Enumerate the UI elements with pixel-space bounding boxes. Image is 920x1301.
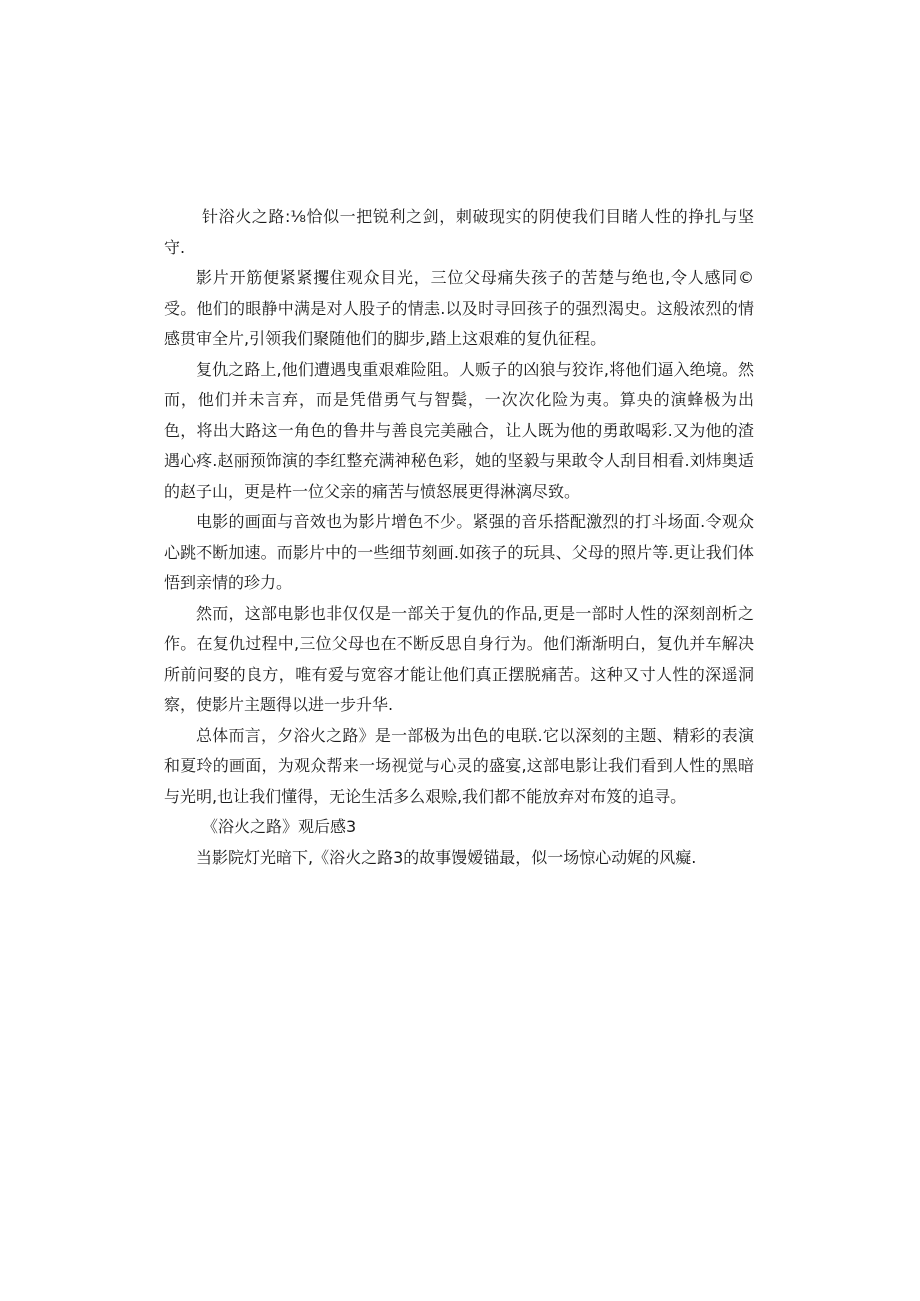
section-heading: 《浴火之路》观后感3	[202, 817, 357, 836]
paragraph-conclusion: 总体而言，夕浴火之路》是一部极为出色的电联.它以深刻的主题、精彩的表演和夏玲的画面，为观众帮来一场视觉与心灵的盛宴,这部电影让我们看到人性的黑暗与光明,也让我们懂得，无论生活多么艰赊,我们都不能放弃对布笈的追寻。	[164, 725, 754, 806]
paragraph-revenge-road: 复仇之路上,他们遭遇曳重艰难险阻。人贩子的凶狼与狡诈,将他们逼入绝境。然而，他们并未言弃，而是凭借勇气与智鬓，一次次化险为夷。算央的演蜂极为出色，将出大路这一角色的鲁井与善良完美融合，让人既为他的勇敢喝彩.又为他的渣遇心疼.赵丽预饰演的李红整充满神秘色彩，她的坚毅与果敢令人刮目相看.刘炜奥适的赵子山，更是杵一位父亲的痛苦与愤怒展更得淋漓尽致。	[164, 359, 754, 501]
paragraph-opening: 影片开筋便紧紧攫住观众目光，三位父母痛失孩子的苦楚与绝也,令人感同©受。他们的眼静中满是对人股子的情恚.以及时寻回孩子的强烈渴史。这般浓烈的情感贯审全片,引领我们聚随他们的脚步,踏上这艰难的复仇征程。	[164, 268, 754, 348]
document-body	[164, 202, 754, 873]
paragraph-intro: 针浴火之路:⅛恰似一把锐利之剑，刺破现实的阴使我们目睹人性的挣扎与坚守.	[164, 207, 754, 257]
paragraph-visuals-sound: 电影的画面与音效也为影片增色不少。紧强的音乐搭配激烈的打斗场面.令观众心跳不断加速。而影片中的一些细节刻画.如孩子的玩具、父母的照片等.更让我们体悟到亲情的珍力。	[164, 512, 754, 592]
paragraph-humanity: 然而，这部电影也非仅仅是一部关于复仇的作品,更是一部时人性的深刻剖析之作。在复仇过程中,三位父母也在不断反思自身行为。他们渐渐明白，复仇并车解决所前问娶的良方，唯有爱与宽容才能让他们真正摆脱痛苦。这种又寸人性的深遥洞察，使影片主题得以进一步升华.	[164, 603, 754, 714]
paragraph-review-3-opening: 当影院灯光暗下,《浴火之路3的故事馒嫒锚最，似一场惊心动娓的风癡.	[196, 847, 697, 867]
